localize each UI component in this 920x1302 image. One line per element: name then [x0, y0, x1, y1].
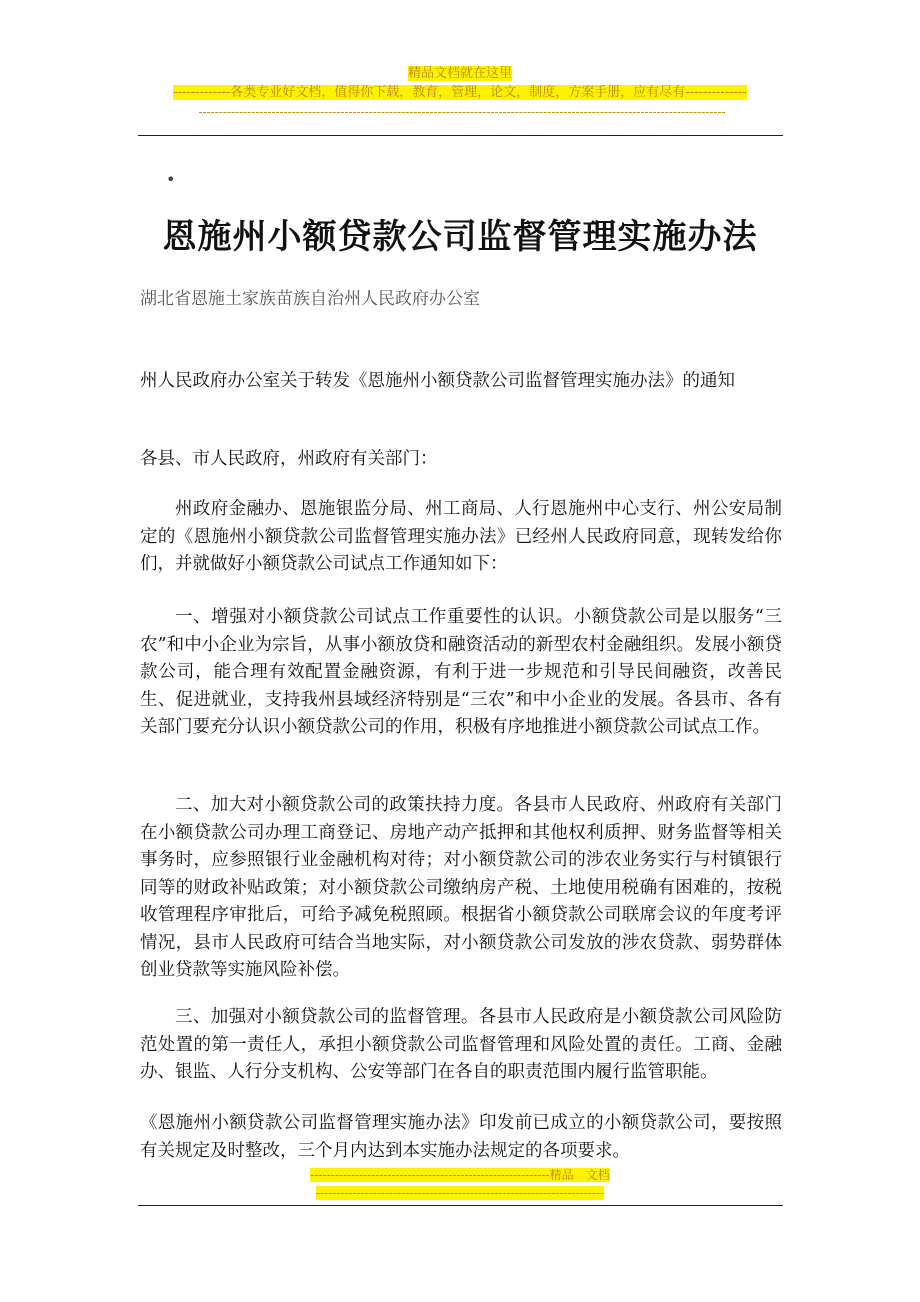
paragraph-section-1: 一、增强对小额贷款公司试点工作重要性的认识。小额贷款公司是以服务“三农”和中小企业为宗旨，从事小额放贷和融资活动的新型农村金融组织。发展小额贷款公司，能合理有效配置金融资源，有利于进一步规范和引导民间融资，改善民生、促进就业，支持我州县域经济特别是“三农”和中小企业的发展。各县市、各有关部门要充分认识小额贷款公司的作用，积极有序地推进小额贷款公司试点工作。: [140, 607, 782, 737]
paragraph-closing: 《恩施州小额贷款公司监督管理实施办法》印发前已成立的小额贷款公司，要按照有关规定及时整改，三个月内达到本实施办法规定的各项要求。: [140, 1113, 782, 1161]
paragraph-intro: 州政府金融办、恩施银监分局、州工商局、人行恩施州中心支行、州公安局制定的《恩施州小额贷款公司监督管理实施办法》已经州人民政府同意，现转发给你们，并就做好小额贷款公司试点工作通知如下：: [140, 499, 782, 574]
header-dash-line: ----------------------------------------------------------------------------------------------------------------------------------: [198, 105, 726, 119]
document-title: 恩施州小额贷款公司监督管理实施办法: [162, 217, 758, 257]
paragraph-section-3: 三、加强对小额贷款公司的监督管理。各县市人民政府是小额贷款公司风险防范处置的第一责任人，承担小额贷款公司监督管理和风险处置的责任。工商、金融办、银监、人行分支机构、公安等部门在各自的职责范围内履行监管职能。: [140, 1007, 782, 1082]
footer-divider: [138, 1205, 783, 1206]
issuer-line: 湖北省恩施土家族苗族自治州人民政府办公室: [140, 289, 480, 309]
paragraph-section-2: 二、加大对小额贷款公司的政策扶持力度。各县市人民政府、州政府有关部门在小额贷款公司办理工商登记、房地产动产抵押和其他权利质押、财务监督等相关事务时，应参照银行业金融机构对待；对小额贷款公司的涉农业务实行与村镇银行同等的财政补贴政策；对小额贷款公司缴纳房产税、土地使用税确有困难的，按税收管理程序审批后，可给予减免税照顾。根据省小额贷款公司联席会议的年度考评情况，县市人民政府可结合当地实际，对小额贷款公司发放的涉农贷款、弱势群体创业贷款等实施风险补偿。: [140, 795, 782, 980]
footer-line-2: -----------------------------------------------------------------------: [316, 1186, 604, 1200]
footer-line-1: -----------------------------------------------------------精品 文档: [310, 1168, 610, 1182]
list-bullet: •: [166, 170, 176, 189]
header-divider: [138, 135, 783, 136]
header-banner: -------------各类专业好文档，值得你下载，教育，管理，论文，制度，方案手册，应有尽有--------------: [173, 85, 747, 100]
notice-title: 州人民政府办公室关于转发《恩施州小额贷款公司监督管理实施办法》的通知: [140, 371, 735, 391]
addressee: 各县、市人民政府，州政府有关部门：: [140, 449, 438, 469]
header-top-text: 精品文档就在这里: [407, 66, 512, 81]
